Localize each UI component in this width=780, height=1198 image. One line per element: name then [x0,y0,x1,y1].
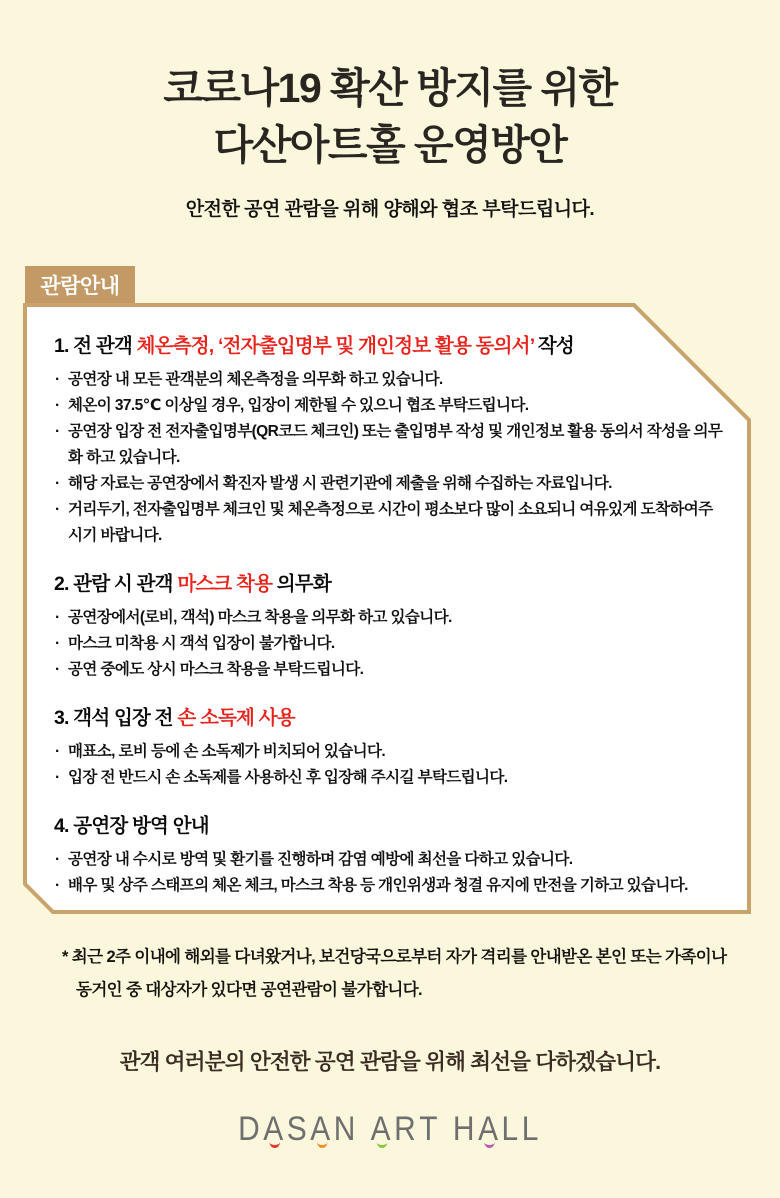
logo-letter: L [501,1110,522,1148]
bullet-item: · 매표소, 로비 등에 손 소독제가 비치되어 있습니다. [54,739,725,765]
quarantine-footnote-line1: * 최근 2주 이내에 해외를 다녀왔거나, 보건당국으로부터 자가 격리를 안내받온 본인 또는 가족이나 [62,948,727,966]
bullet-item: · 공연 중에도 상시 마스크 착용을 부탁드립니다. [54,657,725,683]
bullet-item: · 체온이 37.5℃ 이상일 경우, 입장이 제한될 수 있으니 협조 부탁드립니다. [54,393,725,419]
logo-letter: S [286,1110,311,1148]
logo-letter [359,1106,371,1152]
quarantine-footnote [62,941,755,1007]
section-heading-text: 4. 공연장 방역 안내 [54,815,209,837]
logo-letter-accented: A [310,1110,334,1148]
section-heading [54,813,725,839]
logo-letter: L [521,1110,542,1148]
dasan-art-hall-logo [47,1106,733,1152]
section-bullet-list [54,847,725,899]
section-bullet-list [54,605,725,683]
section-heading-text: 3. 객석 입장 전 [54,707,178,729]
logo-accent-arc [377,1138,388,1148]
section-heading-emphasis: 체온측정, ‘전자출입명부 및 개인정보 활용 동의서’ [136,335,534,357]
logo-letter: N [333,1110,359,1148]
page-title-line2: 다산아트홀 운영방안 [213,121,567,168]
section-heading [54,571,725,597]
section-heading [54,333,725,359]
tab-viewing-guide [25,266,135,304]
logo-letter: R [394,1110,420,1148]
quarantine-footnote-line2: 동거인 중 대상자가 있다면 공연관람이 불가합니다. [76,981,423,999]
logo-letter-accented: A [370,1110,395,1148]
logo-letter [441,1106,453,1152]
section-heading-emphasis: 손 소독제 사용 [177,707,295,729]
page-title [0,60,780,173]
guideline-section [54,333,725,549]
guidelines-sections [23,303,751,914]
section-heading-text: 2. 관람 시 관객 [54,573,178,595]
bullet-item: · 공연장 내 수시로 방역 및 환기를 진행하며 감염 예방에 최선을 다하고 있습니다. [54,847,725,873]
section-heading [54,705,725,731]
guideline-section [54,705,725,791]
logo-accent-arc [317,1138,328,1148]
bullet-item: · 공연장 입장 전 전자출입명부(QR코드 체크인) 또는 출입명부 작성 및 개인정보 활용 동의서 작성을 의무화 하고 있습니다. [54,419,725,471]
closing-statement: 관객 여러분의 안전한 공연 관람을 위해 최선을 다하겠습니다. [119,1050,661,1074]
section-heading-text: 1. 전 관객 [54,335,137,357]
dasan-art-hall-logo-text [238,1106,542,1152]
guideline-section [54,571,725,683]
logo-accent-arc [485,1138,496,1148]
logo-letter-accented: A [478,1110,502,1148]
page-title-line1: 코로나19 확산 방지를 위한 [163,65,617,111]
bullet-item: · 입장 전 반드시 손 소독제를 사용하신 후 입장해 주시길 부탁드립니다. [54,765,725,791]
bullet-item: · 마스크 미착용 시 객석 입장이 불가합니다. [54,631,725,657]
bullet-item: · 해당 자료는 공연장에서 확진자 발생 시 관련기관에 제출을 위해 수집하는 자료입니다. [54,471,725,497]
bullet-item: · 공연장에서(로비, 객석) 마스크 착용을 의무화 하고 있습니다. [54,605,725,631]
section-heading-emphasis: 마스크 착용 [177,573,273,595]
guideline-section [54,813,725,899]
guidelines-box [23,303,751,914]
section-bullet-list [54,367,725,549]
tab-viewing-guide-label: 관람안내 [40,275,120,298]
section-heading-text: 작성 [533,335,574,357]
logo-letter-accented: A [263,1110,287,1148]
bullet-item: · 배우 및 상주 스태프의 체온 체크, 마스크 착용 등 개인위생과 청결 유지에 만전을 기하고 있습니다. [54,873,725,899]
logo-letter: H [452,1110,479,1148]
section-bullet-list [54,739,725,791]
bullet-item: · 거리두기, 전자출입명부 체크인 및 체온측정으로 시간이 평소보다 많이 소요되니 여유있게 도착하여주시기 바랍니다. [54,497,725,549]
bullet-item: · 공연장 내 모든 관객분의 체온측정을 의무화 하고 있습니다. [54,367,725,393]
logo-letter: T [419,1110,442,1148]
page-subtitle: 안전한 공연 관람을 위해 양해와 협조 부탁드립니다. [185,199,595,220]
section-heading-text: 의무화 [272,573,331,595]
logo-accent-arc [270,1138,281,1148]
logo-letter: D [238,1110,264,1148]
